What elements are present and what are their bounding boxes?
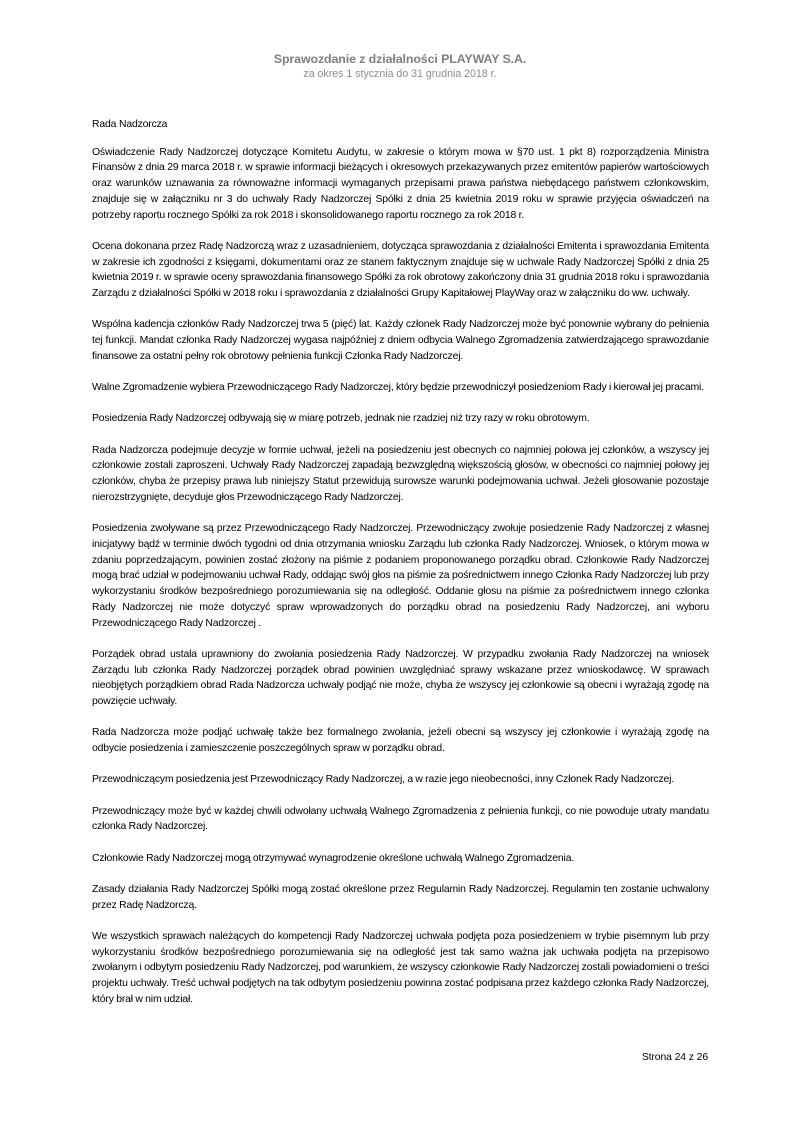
- document-title: Sprawozdanie z działalności PLAYWAY S.A.: [273, 52, 527, 66]
- paragraph-chairman-election: Walne Zgromadzenie wybiera Przewodniczącego Rady Nadzorczej, który będzie przewodniczył posiedzeniom Rady i kierował jej pracami.: [92, 382, 704, 393]
- paragraph-term-of-office: Wspólna kadencja członków Rady Nadzorczej trwa 5 (pięć) lat. Każdy członek Rady Nadzorczej może być ponownie wybrany do pełnienia tej funkcji. Mandat członka Rady Nadzorczej wygasa najpóźniej z dniem odbycia Walnego Zgromadzenia zatwierdzającego sprawozdanie finansowe za ostatni pełny rok obrotowy pełnienia funkcji Członka Rady Nadzorczej.: [92, 319, 709, 362]
- paragraph-chairman-dismissal: Przewodniczący może być w każdej chwili odwołany uchwałą Walnego Zgromadzenia z pełnienia funkcji, co nie powoduje utraty mandatu członka Rady Nadzorczej.: [92, 805, 709, 833]
- page-header: [0, 52, 800, 81]
- page-number: Strona 24 z 26: [641, 1052, 708, 1063]
- section-heading: Rada Nadzorcza: [92, 119, 168, 130]
- document-body: [92, 118, 709, 1023]
- paragraph-informal-resolution: Rada Nadzorcza może podjąć uchwałę także bez formalnego zwołania, jeżeli obecni są wszyscy jej członkowie i wyrażają zgodę na odbycie posiedzenia i zamieszczenie poszczególnych spraw w porządku obrad.: [92, 727, 709, 754]
- paragraph-regulations: Zasady działania Rady Nadzorczej Spółki mogą zostać określone przez Regulamin Rady Nadzorczej. Regulamin ten zostanie uchwalony przez Radę Nadzorczą.: [92, 883, 709, 911]
- paragraph-meeting-frequency: Posiedzenia Rady Nadzorczej odbywają się w miarę potrzeb, jednak nie rzadziej niż trzy razy w roku obrotowym.: [92, 413, 590, 425]
- paragraph-resolutions: Rada Nadzorcza podejmuje decyzje w formie uchwał, jeżeli na posiedzeniu jest obecnych co najmniej połowa jej członków, a wszyscy jej członkowie zostali zaproszeni. Uchwały Rady Nadzorczej zapadają bezwzględną większością głosów, w obecności co najmniej połowy jej członków, chyba że przepisy prawa lub niniejszy Statut przewidują surowsze warunki podejmowania uchwał. Jeżeli głosowanie pozostaje nierozstrzygnięte, decyduje głos Przewodniczącego Rady Nadzorczej.: [92, 444, 709, 503]
- paragraph-remote-resolutions: We wszystkich sprawach należących do kompetencji Rady Nadzorczej uchwała podjęta poza posiedzeniem w trybie pisemnym lub przy wykorzystaniu środków bezpośredniego porozumiewania się na odległość jest tak samo ważna jak uchwała podjęta na przepisowo zwołanym i odbytym posiedzeniu Rady Nadzorczej, pod warunkiem, że wszyscy członkowie Rady Nadzorczej zostali powiadomieni o treści projektu uchwały. Treść uchwał podjętych na tak odbytym posiedzeniu powinna zostać podpisana przez każdego członka Rady Nadzorczej, który brał w nim udział.: [92, 930, 709, 1005]
- paragraph-audit-committee-statement: Oświadczenie Rady Nadzorczej dotyczące Komitetu Audytu, w zakresie o którym mowa w §70 ust. 1 pkt 8) rozporządzenia Ministra Finansów z dnia 29 marca 2018 r. w sprawie informacji bieżących i okresowych przekazywanych przez emitentów papierów wartościowych oraz warunków uznawania za równoważne informacji wymaganych przepisami prawa państwa niebędącego państwem członkowskim, znajduje się w załączniku nr 3 do uchwały Rady Nadzorczej Spółki z dnia 25 kwietnia 2019 roku w sprawie przyjęcia oświadczeń na potrzeby raportu rocznego Spółki za rok 2018 i skonsolidowanego raportu rocznego za rok 2018 r.: [92, 146, 709, 221]
- paragraph-remuneration: Członkowie Rady Nadzorczej mogą otrzymywać wynagrodzenie określone uchwałą Walnego Zgromadzenia.: [92, 852, 575, 864]
- paragraph-convening-meetings: Posiedzenia zwoływane są przez Przewodniczącego Rady Nadzorczej. Przewodniczący zwołuje posiedzenie Rady Nadzorczej z własnej inicjatywy bądź w terminie dwóch tygodni od dnia otrzymania wniosku Zarządu lub członka Rady Nadzorczej. Wniosek, o którym mowa w zdaniu poprzedzającym, powinien zostać złożony na piśmie z podaniem proponowanego porządku obrad. Członkowie Rady Nadzorczej mogą brać udział w podejmowaniu uchwał Rady, oddając swój głos na piśmie za pośrednictwem innego Członka Rady Nadzorczej lub przy wykorzystaniu środków bezpośredniego porozumiewania się na odległość. Oddanie głosu na piśmie za pośrednictwem innego członka Rady Nadzorczej nie może dotyczyć spraw wprowadzonych do porządku obrad na posiedzeniu Rady Nadzorczej, ani wyboru Przewodniczącego Rady Nadzorczej .: [92, 523, 709, 629]
- paragraph-board-assessment: Ocena dokonana przez Radę Nadzorczą wraz z uzasadnieniem, dotycząca sprawozdania z działalności Emitenta i sprawozdania Emitenta w zakresie ich zgodności z księgami, dokumentami oraz ze stanem faktycznym znajduje się w uchwale Rady Nadzorczej Spółki z dnia 25 kwietnia 2019 r. w sprawie oceny sprawozdania finansowego Spółki za rok obrotowy zakończony dnia 31 grudnia 2018 roku i sprawozdania Zarządu z działalności Spółki w 2018 roku i sprawozdania z działalności Grupy Kapitałowej PlayWay oraz w załączniku do ww. uchwały.: [92, 240, 709, 299]
- paragraph-agenda: Porządek obrad ustala uprawniony do zwołania posiedzenia Rady Nadzorczej. W przypadku zwołania Rady Nadzorczej na wniosek Zarządu lub członka Rady Nadzorczej porządek obrad powinien uwzględniać sprawy wskazane przez wnioskodawcę. W sprawach nieobjętych porządkiem obrad Rada Nadzorcza uchwały podjąć nie może, chyba że wszyscy jej członkowie są obecni i wyrażają zgodę na powzięcie uchwały.: [92, 648, 709, 707]
- document-period: za okres 1 stycznia do 31 grudnia 2018 r.: [303, 68, 497, 80]
- paragraph-meeting-chair: Przewodniczącym posiedzenia jest Przewodniczący Rady Nadzorczej, a w razie jego nieobecności, inny Członek Rady Nadzorczej.: [92, 774, 675, 786]
